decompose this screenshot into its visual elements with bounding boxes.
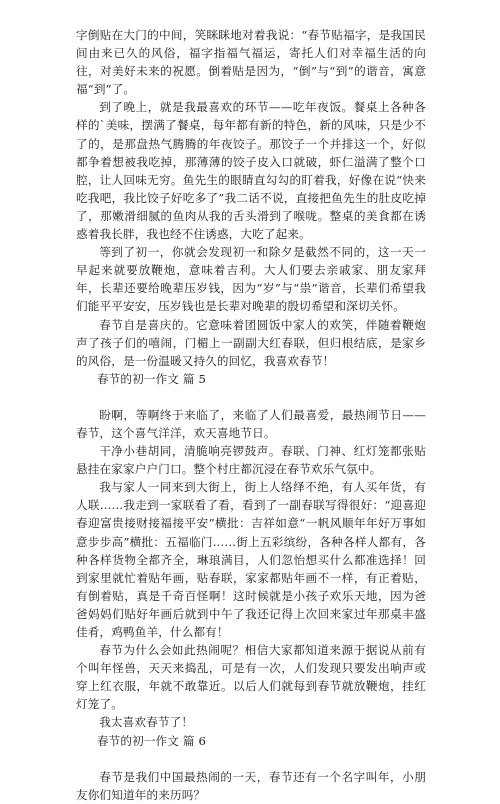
paragraph: 我与家人一同来到大街上，街上人络绎不绝，有人买年货，有人联……我走到一家联看了看，看到了一副春联写得很好：“迎喜迎春迎富贵接财接福接平安”横批：吉祥如意“一帆风顺年年好万事如意步步高”横批：五福临门……街上五彩缤纷，各种各样人都有，各种各样货物全都齐全，琳琅满目，人们忽怡想买什么都准选择！回到家里就忙着贴年画，贴春联，家家都贴年画不一样，有正着贴，有倒着贴，真是千奇百怪啊！这时候就是小孩子欢乐天地，因为爸爸妈妈们贴好年画后就到中午了我还记得上次回来家过年那桌丰盛佳肴，鸡鸭鱼羊，什么都有！ [76,480,426,639]
paragraph: 我太喜欢春节了！ [99,715,194,730]
document-body [76,26,426,804]
paragraph: 春节自是喜庆的。它意味着团圆饭中家人的欢笑，伴随着鞭炮声了孩子们的嘻闹，门楣上一副副大红春联，但归根结底，是家乡的风俗，是一份温暖又持久的回忆，我喜欢春节！ [76,317,426,368]
paragraph: 春节为什么会如此热闹呢？相信大家都知道来源于据说从前有个叫年怪兽，天天来捣乱，可是有一次，人们发现只要发出响声或穿上红衣服，年就不敢靠近。以后人们就每到春节就放鞭炮，挂红灯笼了。 [76,643,426,712]
paragraph: 字倒贴在大门的中间，笑眯眯地对着我说：“春节贴福字，是我国民间由来已久的风俗，福字指福气福运，寄托人们对幸福生活的向往，对美好未来的祝愿。倒着贴是因为，“倒”与“到”的谐音，寓意福“到”了。 [76,28,426,97]
paragraph: 等到了初一，你就会发现初一和除夕是截然不同的，这一天一早起来就要放鞭炮，意味着吉利。大人们要去亲戚家、朋友家拜年，长辈还要给晚辈压岁钱，因为“岁”与“祟”谐音，长辈们希望我们能平平安安，压岁钱也是长辈对晚辈的殷切希望和深切关怀。 [76,245,426,314]
paragraph: 到了晚上，就是我最喜欢的环节——吃年夜饭。餐桌上各种各样的`美味，摆满了餐桌，每年都有新的特色，新的风味，只是少不了的，是那盘热气腾腾的年夜饺子。那饺子一个并排这一个，好似都争着想被我吃掉，那薄薄的饺子皮入口就破，虾仁溢满了整个口腔，让人回味无穷。鱼先生的眼睛直勾勾的盯着我，好像在说“快来吃我吧，我比饺子好吃多了”我二话不说，直接把鱼先生的肚皮吃掉了，那嫩滑细腻的鱼肉从我的舌头滑到了喉咙。整桌的美食都在诱惑着我长胖，我也经不住诱惑，大吃了起来。 [76,100,426,242]
section-gap [76,750,426,768]
paragraph: 春节是我们中国最热闹的一天，春节还有一个名字叫年，小朋友你们知道年的来历吗？ [76,769,426,802]
section-title-5: 春节的初一作文 篇 5 [96,371,207,386]
section-title-6: 春节的初一作文 篇 6 [96,733,207,748]
paragraph: 盼啊，等啊终于来临了，来临了人们最喜爱，最热闹节日——春节，这个喜气洋洋，欢天喜地节日。 [76,407,426,440]
section-gap [76,388,426,406]
paragraph: 干净小巷胡同，清脆响亮锣鼓声。春联、门神、红灯笼都张贴悬挂在家家户户门口。整个村庄都沉浸在春节欢乐气氛中。 [76,444,426,477]
